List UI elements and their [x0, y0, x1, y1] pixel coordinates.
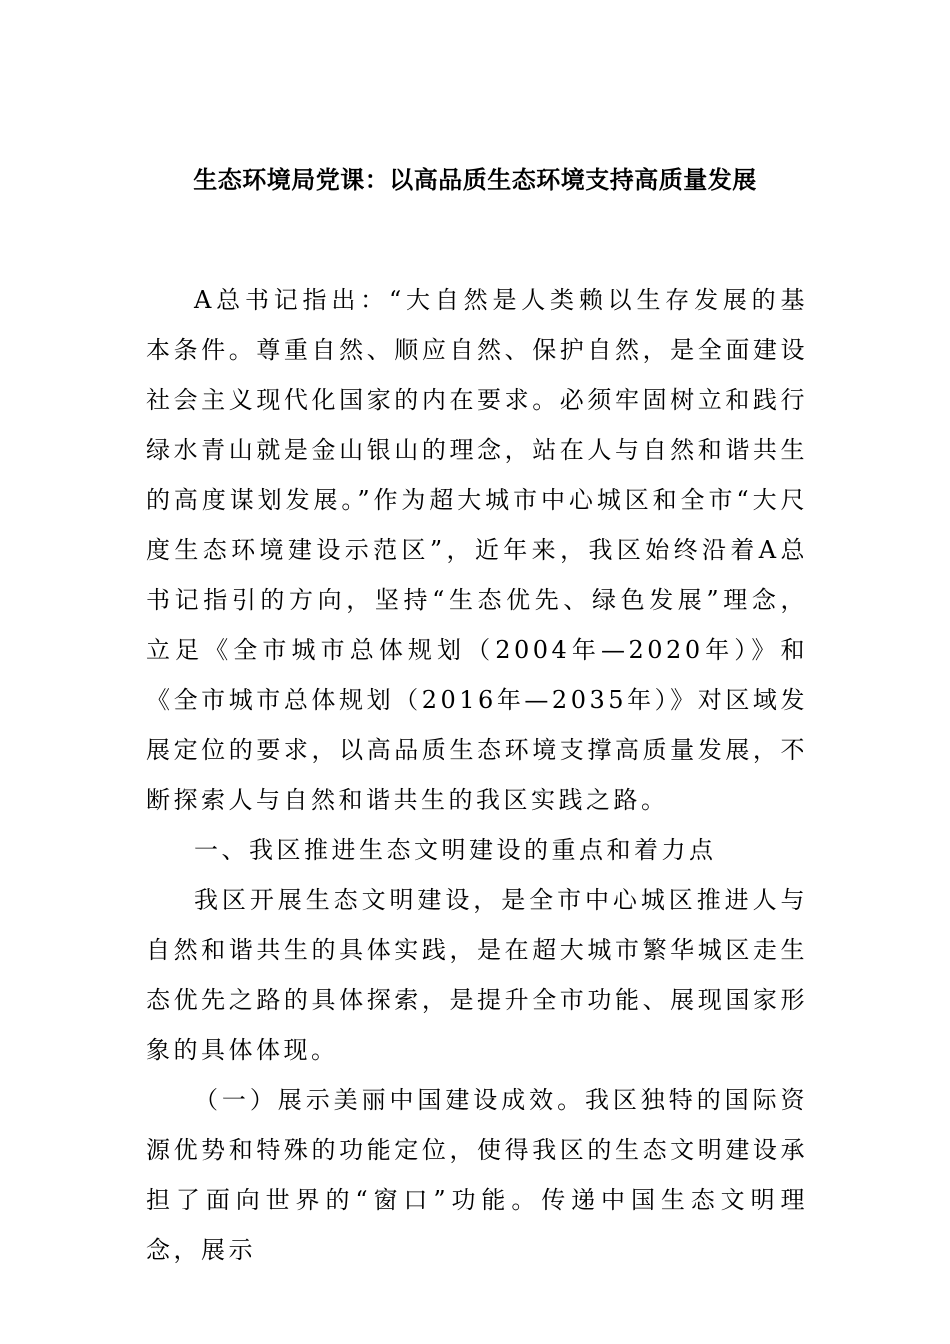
paragraph-subsection-1: （一）展示美丽中国建设成效。我区独特的国际资源优势和特殊的功能定位，使得我区的生态文明建设承担了面向世界的“窗口”功能。传递中国生态文明理念，展示 — [146, 1086, 808, 1264]
paragraph-intro: A总书记指出：“大自然是人类赖以生存发展的基本条件。尊重自然、顺应自然、保护自然，是全面建设社会主义现代化国家的内在要求。必须牢固树立和践行绿水青山就是金山银山的理念，站在人与自然和谐共生的高度谋划发展。”作为超大城市中心城区和全市“大尺度生态环境建设示范区”，近年来，我区始终沿着A总书记指引的方向，坚持“生态优先、绿色发展”理念，立足《全市城市总体规划（2004年—2020年）》和《全市城市总体规划（2016年—2035年）》对区域发展定位的要求，以高品质生态环境支撑高质量发展，不断探索人与自然和谐共生的我区实践之路。 — [146, 286, 808, 814]
document-body — [146, 275, 808, 1275]
paragraph-section-1: 我区开展生态文明建设，是全市中心城区推进人与自然和谐共生的具体实践，是在超大城市繁华城区走生态优先之路的具体探索，是提升全市功能、展现国家形象的具体体现。 — [146, 886, 808, 1064]
document-title: 生态环境局党课：以高品质生态环境支持高质量发展 — [193, 165, 757, 194]
section-heading-1: 一、我区推进生态文明建设的重点和着力点 — [194, 836, 717, 864]
